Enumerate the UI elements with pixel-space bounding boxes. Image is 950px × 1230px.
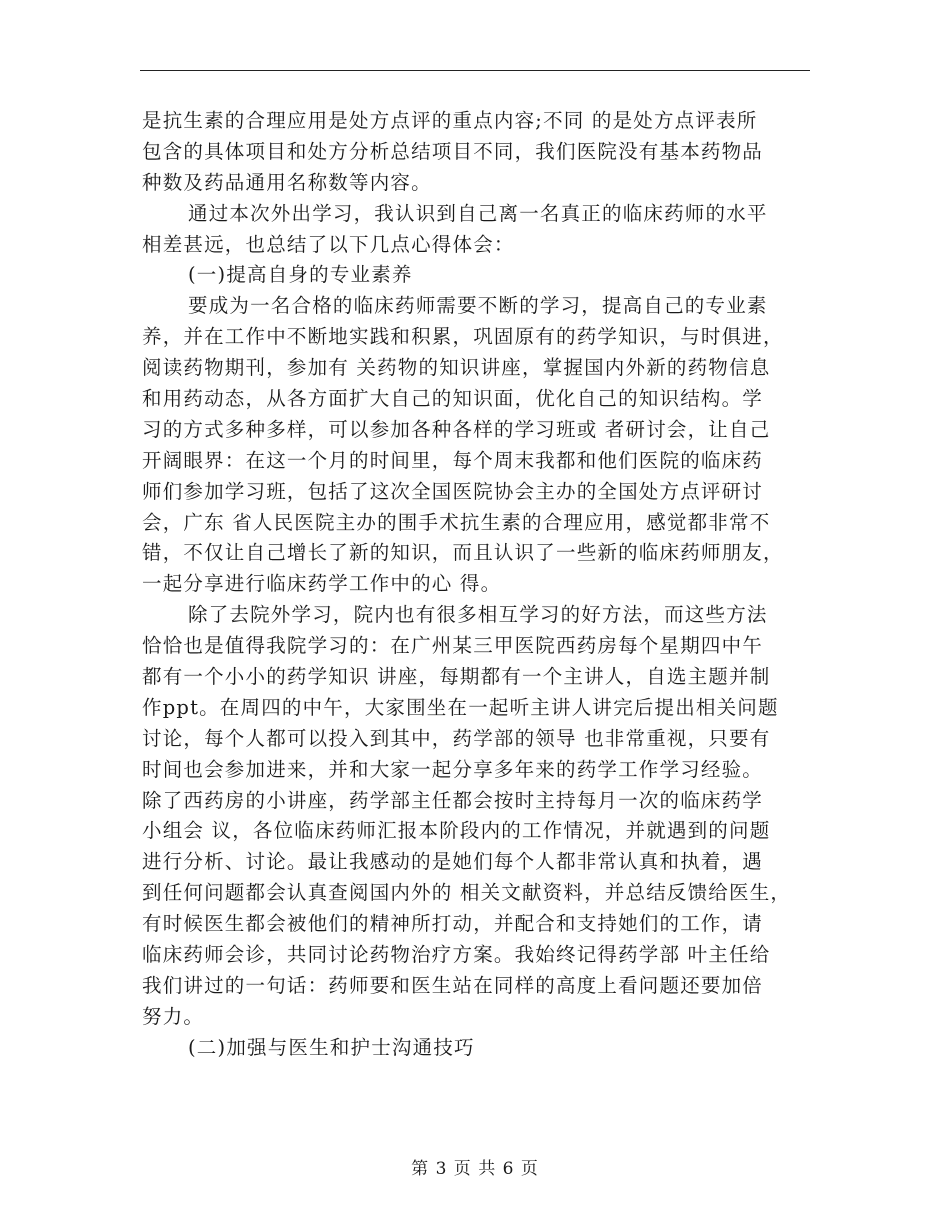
text-line: (一)提高自身的专业素养: [188, 263, 413, 287]
text-line: 小组会 议，各位临床药师汇报本阶段内的工作情况，并就遇到的问题: [142, 819, 771, 843]
text-line: 开阔眼界：在这一个月的时间里，每个周末我都和他们医院的临床药: [142, 448, 764, 472]
text-line: 错，不仅让自己增长了新的知识，而且认识了一些新的临床药师朋友，: [142, 541, 784, 565]
text-line: 除了去院外学习，院内也有很多相互学习的好方法，而这些方法: [188, 603, 768, 627]
text-line: 我们讲过的一句话：药师要和医生站在同样的高度上看问题还要加倍: [142, 973, 764, 997]
text-line: 师们参加学习班，包括了这次全国医院协会主办的全国处方点评研讨: [142, 479, 764, 503]
text-line: 会，广东 省人民医院主办的围手术抗生素的合理应用，感觉都非常不: [142, 510, 771, 534]
text-line: 有时候医生都会被他们的精神所打动，并配合和支持她们的工作，请: [142, 912, 764, 936]
text-line: 除了西药房的小讲座，药学部主任都会按时主持每月一次的临床药学: [142, 788, 764, 812]
text-line: 努力。: [142, 1004, 205, 1028]
text-line: 到任何问题都会认真查阅国内外的 相关文献资料，并总结反馈给医生，: [142, 881, 792, 905]
text-line: 时间也会参加进来，并和大家一起分享多年来的药学工作学习经验。: [142, 757, 764, 781]
text-line: (二)加强与医生和护士沟通技巧: [188, 1035, 475, 1059]
header-rule: [140, 70, 810, 71]
page-footer: 第 3 页 共 6 页: [411, 1159, 539, 1179]
text-line: 都有一个小小的药学知识 讲座，每期都有一个主讲人，自选主题并制: [142, 665, 771, 689]
text-line: 讨论，每个人都可以投入到其中，药学部的领导 也非常重视，只要有: [142, 726, 771, 750]
text-line: 恰恰也是值得我院学习的：在广州某三甲医院西药房每个星期四中午: [142, 634, 764, 658]
text-line: 进行分析、讨论。最让我感动的是她们每个人都非常认真和执着，遇: [142, 850, 764, 874]
text-line: 习的方式多种多样，可以参加各种各样的学习班或 者研讨会，让自己: [142, 417, 771, 441]
text-line: 要成为一名合格的临床药师需要不断的学习，提高自己的专业素: [188, 294, 768, 318]
text-line: 临床药师会诊，共同讨论药物治疗方案。我始终记得药学部 叶主任给: [142, 943, 771, 967]
text-line: 种数及药品通用名称数等内容。: [142, 170, 432, 194]
text-line: 一起分享进行临床药学工作中的心 得。: [142, 572, 502, 596]
text-line: 是抗生素的合理应用是处方点评的重点内容;不同 的是处方点评表所: [142, 109, 758, 132]
text-line: 和用药动态，从各方面扩大自己的知识面，优化自己的知识结构。学: [142, 387, 764, 411]
text-line: 包含的具体项目和处方分析总结项目不同，我们医院没有基本药物品: [142, 139, 764, 163]
text-line: 阅读药物期刊，参加有 关药物的知识讲座，掌握国内外新的药物信息: [142, 356, 771, 380]
text-line: 作ppt。在周四的中午，大家围坐在一起听主讲人讲完后提出相关问题: [142, 695, 779, 719]
document-body: [142, 106, 812, 1064]
text-line: 养，并在工作中不断地实践和积累，巩固原有的药学知识，与时俱进，: [142, 325, 784, 349]
text-line: 通过本次外出学习，我认识到自己离一名真正的临床药师的水平: [188, 201, 768, 225]
text-line: 相差甚远，也总结了以下几点心得体会：: [142, 232, 515, 256]
